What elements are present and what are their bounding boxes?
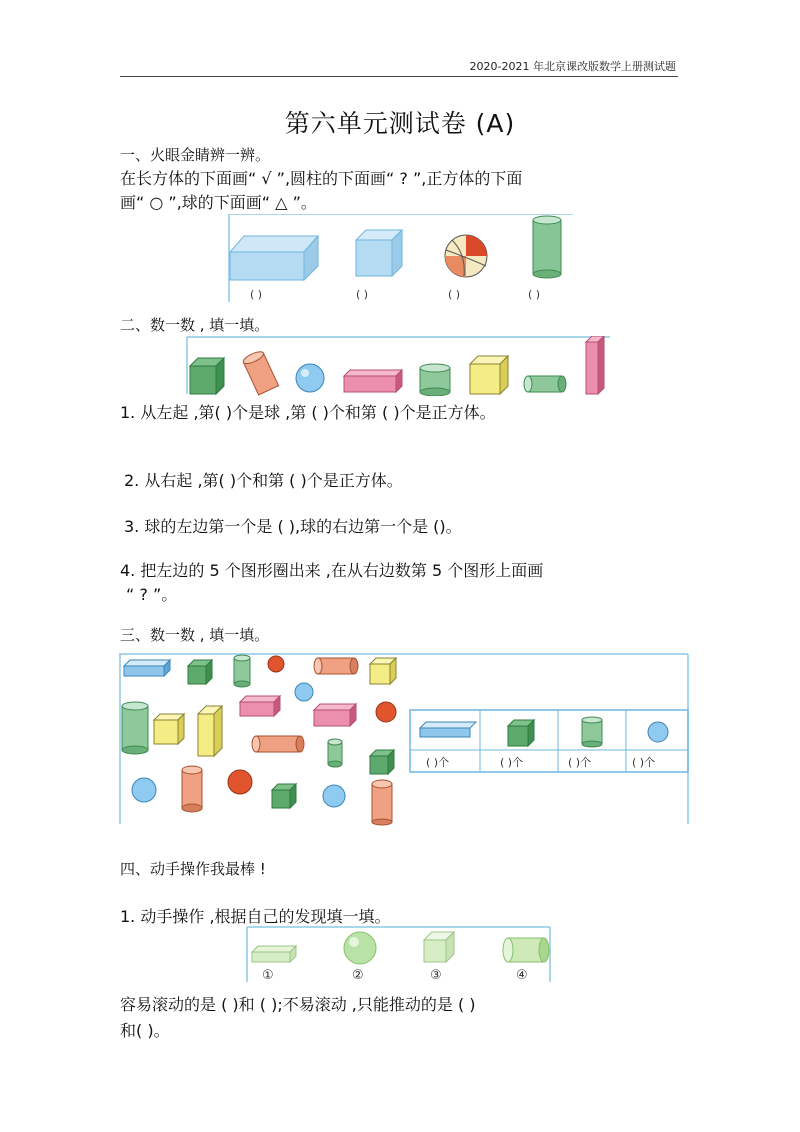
section-4-shapes-figure <box>246 926 552 984</box>
header-rule <box>120 76 678 77</box>
table-cube-icon <box>508 720 534 746</box>
shape-number-4: ④ <box>516 968 528 983</box>
ball-shape <box>445 235 487 277</box>
red-ball-2 <box>376 702 396 722</box>
cube-shape <box>356 230 402 276</box>
cylinder-shape <box>533 216 561 278</box>
light-cylinder <box>503 938 549 962</box>
green-cylinder-horizontal <box>524 376 566 392</box>
orange-cylinder-horizontal-2 <box>252 736 304 752</box>
section-1-shapes-panel <box>228 214 578 304</box>
orange-cylinder-tilted <box>242 349 279 395</box>
orange-cylinder-2 <box>372 780 392 825</box>
pink-cuboid <box>344 370 402 392</box>
shape-number-1: ① <box>262 968 274 983</box>
section-4-shapes-panel <box>246 926 552 984</box>
red-ball-1 <box>268 656 284 672</box>
section-2-question-1: 1. 从左起 ,第( )个是球 ,第 ( )个和第 ( )个是正方体。 <box>120 403 496 422</box>
orange-cylinder-horizontal-1 <box>314 658 358 674</box>
green-cube-2 <box>370 750 394 774</box>
blue-ball-1 <box>295 683 313 701</box>
section-4-heading: 四、动手操作我最棒 ! <box>120 860 266 878</box>
section-1-heading: 一、火眼金睛辨一辨。 <box>120 146 271 164</box>
section-2-heading: 二、数一数 , 填一填。 <box>120 316 270 334</box>
green-cube-3 <box>272 784 296 808</box>
section-2-question-4-line-2: “ ? ”。 <box>126 585 178 604</box>
cuboid-shape <box>230 236 318 280</box>
yellow-cube-2 <box>154 714 184 744</box>
green-cylinder-short <box>420 364 450 396</box>
section-2-shapes-panel <box>186 336 612 396</box>
light-cube <box>424 932 454 962</box>
orange-cylinder-1 <box>182 766 202 812</box>
yellow-tall-cuboid <box>198 706 222 756</box>
table-cuboid-icon <box>420 722 476 737</box>
light-ball <box>344 932 376 964</box>
blue-ball-3 <box>323 785 345 807</box>
table-cylinder-icon <box>582 717 602 747</box>
pink-cuboid-2 <box>314 704 356 726</box>
green-cylinder-1 <box>234 655 250 687</box>
shape-number-2: ② <box>352 968 364 983</box>
page-title: 第六单元测试卷 (A) <box>284 109 516 138</box>
answer-blank-ball[interactable]: ( ) <box>448 288 461 301</box>
light-cuboid <box>252 946 296 962</box>
red-ball-3 <box>228 770 252 794</box>
blue-cuboid-1 <box>124 660 170 676</box>
section-2-question-3: 3. 球的左边第一个是 ( ),球的右边第一个是 ()。 <box>124 517 462 536</box>
green-cylinder-3 <box>328 739 342 767</box>
yellow-cube-1 <box>370 658 396 684</box>
shape-number-3: ③ <box>430 968 442 983</box>
count-blank-cuboid[interactable]: ( )个 <box>426 756 450 769</box>
page-header: 2020-2021 年北京课改版数学上册测试题 <box>469 60 676 73</box>
answer-blank-cube[interactable]: ( ) <box>356 288 369 301</box>
section-4-question-1: 1. 动手操作 ,根据自己的发现填一填。 <box>120 907 391 926</box>
pink-tall-cuboid <box>586 336 604 394</box>
section-2-shapes-figure <box>186 336 612 396</box>
section-3-counting-panel <box>118 652 690 826</box>
count-blank-ball[interactable]: ( )个 <box>632 756 656 769</box>
answer-blank-cuboid[interactable]: ( ) <box>250 288 263 301</box>
section-1-shapes-figure <box>228 214 578 304</box>
blue-ball-2 <box>132 778 156 802</box>
section-1-instruction-line-2: 画“ ○ ”,球的下面画“ △ ”。 <box>120 193 317 212</box>
section-2-question-2: 2. 从右起 ,第( )个和第 ( )个是正方体。 <box>124 471 403 490</box>
table-ball-icon <box>648 722 668 742</box>
count-blank-cylinder[interactable]: ( )个 <box>568 756 592 769</box>
yellow-cube <box>470 356 508 394</box>
blue-ball <box>296 364 324 392</box>
answer-blank-cylinder[interactable]: ( ) <box>528 288 541 301</box>
pink-cuboid-1 <box>240 696 280 716</box>
section-3-shapes-figure <box>118 652 690 826</box>
section-4-answer-line-2: 和( )。 <box>120 1021 170 1040</box>
section-4-answer-line-1: 容易滚动的是 ( )和 ( );不易滚动 ,只能推动的是 ( ) <box>120 995 476 1014</box>
green-cylinder-2 <box>122 702 148 754</box>
section-2-question-4-line-1: 4. 把左边的 5 个图形圈出来 ,在从右边数第 5 个图形上面画 <box>120 561 544 580</box>
green-cube <box>190 358 224 394</box>
section-3-heading: 三、数一数 , 填一填。 <box>120 626 270 644</box>
section-1-instruction-line-1: 在长方体的下面画“ √ ”,圆柱的下面画“ ? ”,正方体的下面 <box>120 169 523 188</box>
count-blank-cube[interactable]: ( )个 <box>500 756 524 769</box>
green-cube-1 <box>188 660 212 684</box>
